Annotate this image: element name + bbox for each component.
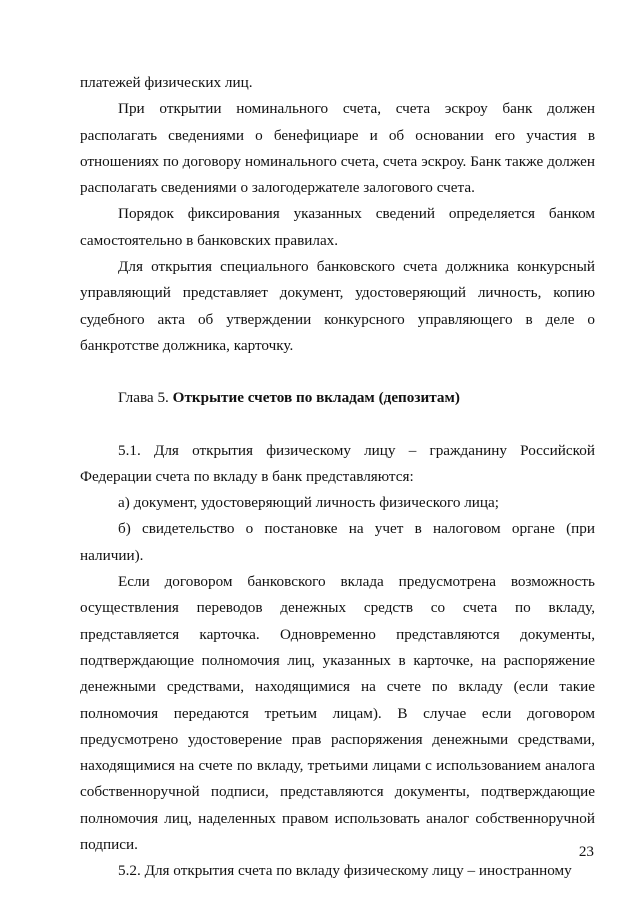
paragraph-section-5-2: 5.2. Для открытия счета по вкладу физическому лицу – иностранному	[118, 862, 572, 880]
chapter-heading	[80, 385, 595, 411]
paragraph-continuation: платежей физических лиц.	[80, 74, 253, 91]
paragraph-special-account: Для открытия специального банковского счета должника конкурсный управляющий представляет документ, удостоверяющий личность, копию судебного акта об утверждении конкурсного управляющего в деле о банкротстве должника, карточку.	[80, 258, 595, 354]
page-number: 23	[578, 843, 594, 860]
paragraph-recording-procedure: Порядок фиксирования указанных сведений определяется банком самостоятельно в банковских правилах.	[80, 205, 595, 249]
list-item-b: б) свидетельство о постановке на учет в налоговом органе (при наличии).	[80, 520, 595, 564]
paragraph-nominal-account: При открытии номинального счета, счета эскроу банк должен располагать сведениями о бенефициаре и об основании его участия в отношениях по договору номинального счета, счета эскроу. Банк также должен располагать сведениями о залогодержателе залогового счета.	[80, 100, 595, 197]
paragraph-section-5-1: 5.1. Для открытия физическому лицу – гражданину Российской Федерации счета по вкладу в банк представляются:	[80, 441, 595, 485]
document-body	[80, 70, 595, 885]
chapter-title: Открытие счетов по вкладам (депозитам)	[172, 389, 460, 407]
list-item-a: а) документ, удостоверяющий личность физического лица;	[118, 494, 500, 512]
paragraph-deposit-transfers: Если договором банковского вклада предусмотрена возможность осуществления переводов денежных средств со счета по вкладу, представляется карточка. Одновременно представляются документы, подтверждающие полномочия лиц, указанных в карточке, на распоряжение денежными средствами, находящимися на счете по вкладу (если такие полномочия передаются третьим лицам). В случае если договором предусмотрено удостоверение прав распоряжения денежными средствами, находящимися на счете по вкладу, третьими лицами с использованием аналога собственноручной подписи, представляются документы, подтверждающие полномочия лиц, наделенных правом использовать аналог собственноручной подписи.	[80, 573, 595, 854]
chapter-prefix: Глава 5.	[118, 389, 169, 407]
